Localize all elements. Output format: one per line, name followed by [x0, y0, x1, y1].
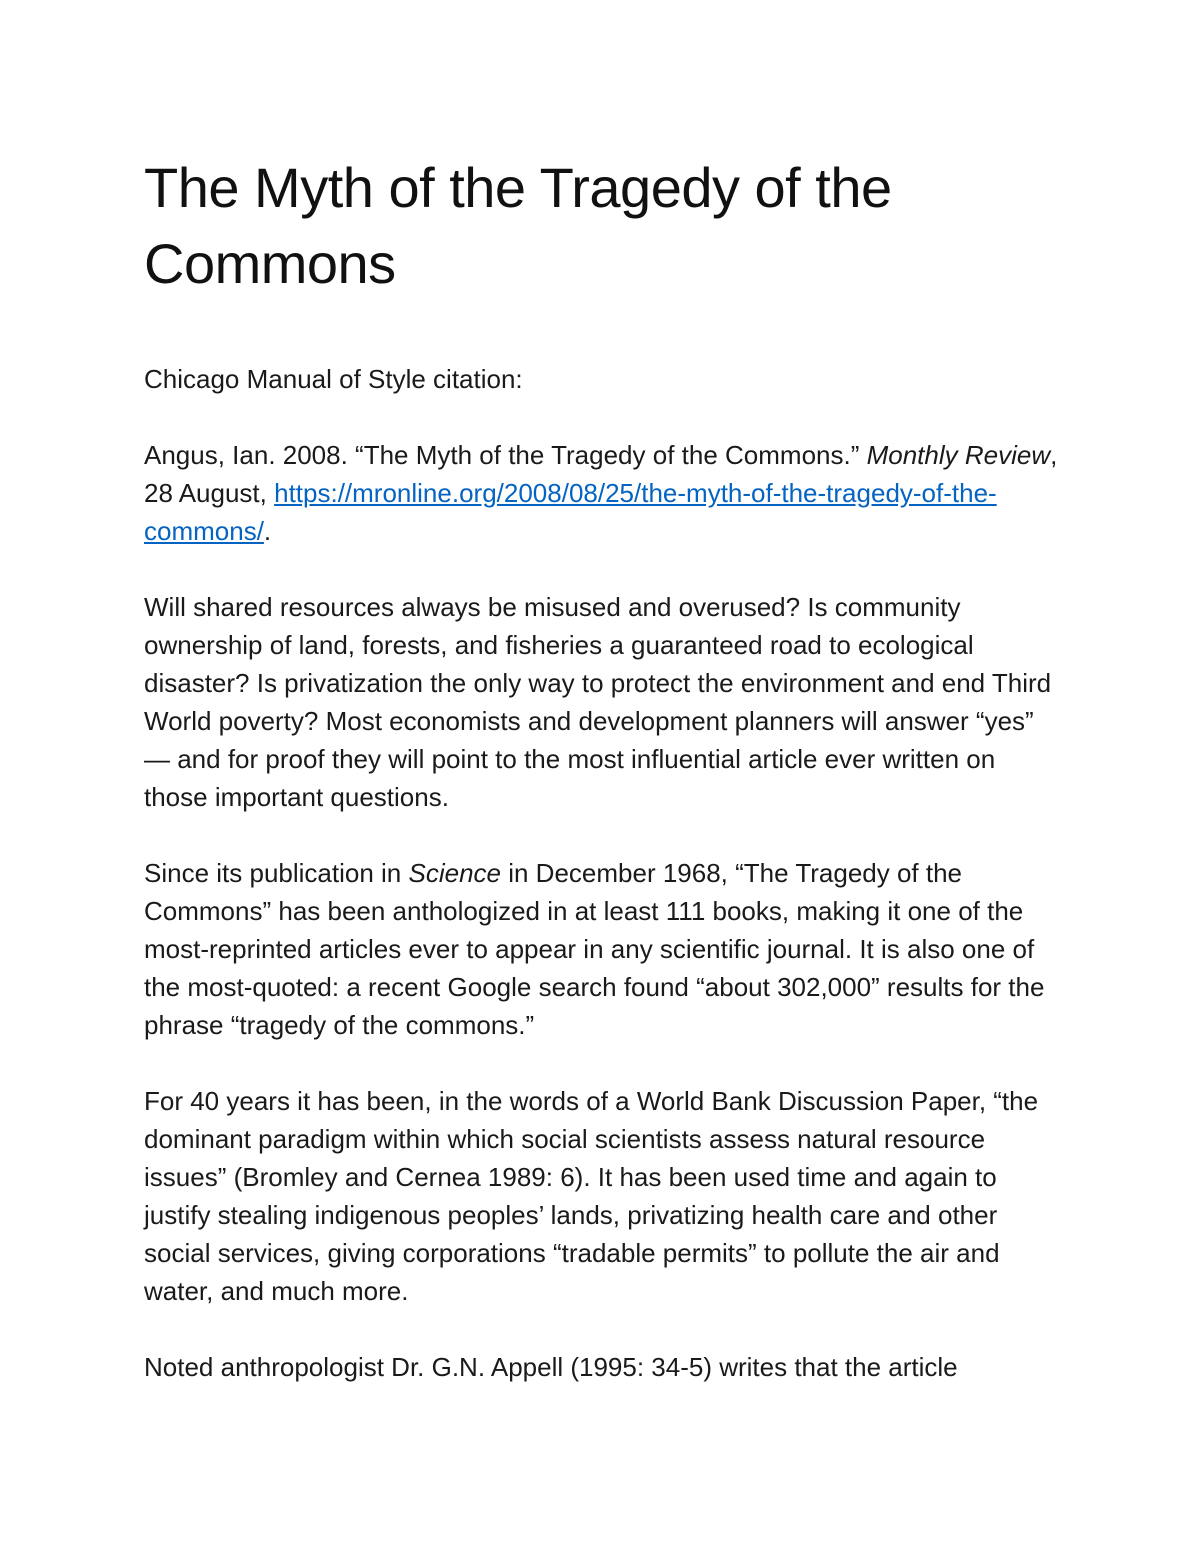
body-paragraph-1: Will shared resources always be misused and overused? Is community ownership of land, forests, and fisheries a guaranteed road to ecological disaster? Is privatization the only way to protect the environment and end Third World poverty? Most economists and development planners will answer “yes” — and for proof they will point to the most influential article ever written on those important questions. [144, 592, 1052, 812]
citation-label: Chicago Manual of Style citation: [144, 364, 523, 394]
paragraph-2-after: in December 1968, “The Tragedy of the Commons” has been anthologized in at least 111 books, making it one of the most-reprinted articles ever to appear in any scientific journal. It is also one of the most-quoted: a recent Google search found “about 302,000” results for the phrase “tragedy of the commons.” [144, 858, 1045, 1040]
document-title: The Myth of the Tragedy of the Commons [144, 156, 892, 295]
citation-date: , 28 August, [144, 440, 1058, 508]
citation-url-link[interactable]: https://mronline.org/2008/08/25/the-myth-of-the-tragedy-of-the-commons/ [144, 478, 997, 546]
document-body [144, 150, 1064, 1386]
body-paragraph-3: For 40 years it has been, in the words of a World Bank Discussion Paper, “the dominant paradigm within which social scientists assess natural resource issues” (Bromley and Cernea 1989: 6). It has been used time and again to justify stealing indigenous peoples’ lands, privatizing health care and other social services, giving corporations “tradable permits” to pollute the air and water, and much more. [144, 1086, 1039, 1306]
body-paragraph-4: Noted anthropologist Dr. G.N. Appell (1995: 34-5) writes that the article [144, 1352, 958, 1382]
citation-end: . [263, 516, 272, 546]
citation-author-year: Angus, Ian. 2008. “The Myth of the Tragedy of the Commons.” [144, 440, 867, 470]
citation-journal: Monthly Review [866, 440, 1051, 470]
citation-paragraph [144, 436, 1064, 550]
body-paragraph-2 [144, 854, 1064, 1044]
paragraph-2-before: Since its publication in [144, 858, 409, 888]
paragraph-2-journal: Science [408, 858, 501, 888]
